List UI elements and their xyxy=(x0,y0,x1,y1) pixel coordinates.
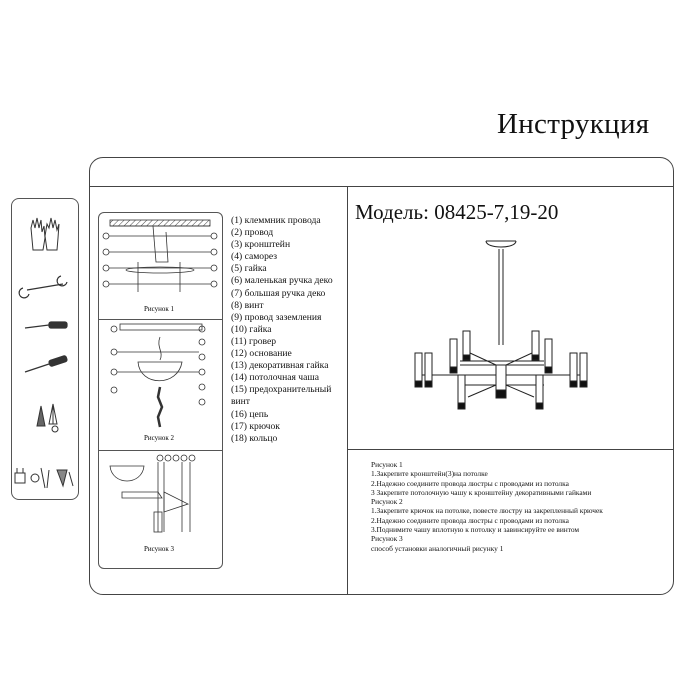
instructions-text xyxy=(371,460,671,553)
part-item: (12) основание xyxy=(231,348,292,360)
tools-icons xyxy=(11,198,79,500)
instruction-line: Рисунок 1 xyxy=(371,460,403,469)
part-item: винт xyxy=(231,396,250,408)
model-number: Модель: 08425-7,19-20 xyxy=(355,200,559,224)
frame-divider-horizontal xyxy=(89,186,674,187)
instruction-line: 2.Надежно соедините провода люстры с проводами из потолка xyxy=(371,478,569,488)
hardware-parts-icon xyxy=(15,468,73,488)
instruction-line: способ установки аналогичный рисунку 1 xyxy=(371,543,504,553)
part-item: (14) потолочная чаша xyxy=(231,372,320,384)
part-item: (5) гайка xyxy=(231,263,267,275)
part-item: (4) саморез xyxy=(231,251,278,263)
instruction-line: 2.Надежно соедините провода люстры с проводами из потолка xyxy=(371,515,569,525)
figure-2-caption: Рисунок 2 xyxy=(144,434,175,442)
installation-diagrams xyxy=(98,212,223,569)
figure-3-diagram xyxy=(110,455,195,532)
part-item: (3) кронштейн xyxy=(231,239,291,251)
right-divider xyxy=(347,449,674,450)
part-item: (7) большая ручка деко xyxy=(231,287,326,299)
instruction-line: Рисунок 3 xyxy=(371,534,403,544)
part-item: (18) кольцо xyxy=(231,432,278,444)
gloves-icon xyxy=(31,218,59,250)
figure-1-caption: Рисунок 1 xyxy=(144,305,175,313)
instruction-line: 1.Закрепите кронштейн(3)на потолке xyxy=(371,469,488,479)
instruction-line: Рисунок 2 xyxy=(371,497,403,507)
part-item: (9) провод заземления xyxy=(231,311,322,323)
screwdriver-icon xyxy=(25,355,67,372)
figure-2-diagram xyxy=(111,324,205,427)
figure-1-diagram xyxy=(103,220,217,292)
page-title: Инструкция xyxy=(497,108,650,140)
instruction-line: 1.Закрепите крючок на потолке, повесте люстру на закрепленный крючек xyxy=(371,506,603,516)
part-item: (13) декоративная гайка xyxy=(231,360,329,372)
parts-list xyxy=(231,215,349,445)
part-item: (10) гайка xyxy=(231,323,272,335)
part-item: (16) цепь xyxy=(231,408,269,420)
part-item: (8) винт xyxy=(231,299,264,311)
part-item: (11) гровер xyxy=(231,335,277,347)
anchor-screws-icon xyxy=(37,404,58,432)
instruction-line: 3 Закрепите потолочную чашу к кронштейну декоративными гайками xyxy=(371,487,592,497)
chandelier-illustration xyxy=(400,235,600,435)
figure-3-caption: Рисунок 3 xyxy=(144,545,175,553)
screwdriver-icon xyxy=(25,322,67,328)
part-item: (17) крючок xyxy=(231,420,280,432)
wrench-icon xyxy=(19,276,67,298)
instruction-line: 3.Поднимите чашу вплотную к потолку и завинсируйте ее винтом xyxy=(371,525,580,535)
part-item: (15) предохранительный xyxy=(231,384,332,396)
part-item: (2) провод xyxy=(231,227,274,239)
part-item: (1) клеммник провода xyxy=(231,215,321,226)
part-item: (6) маленькая ручка деко xyxy=(231,275,333,287)
